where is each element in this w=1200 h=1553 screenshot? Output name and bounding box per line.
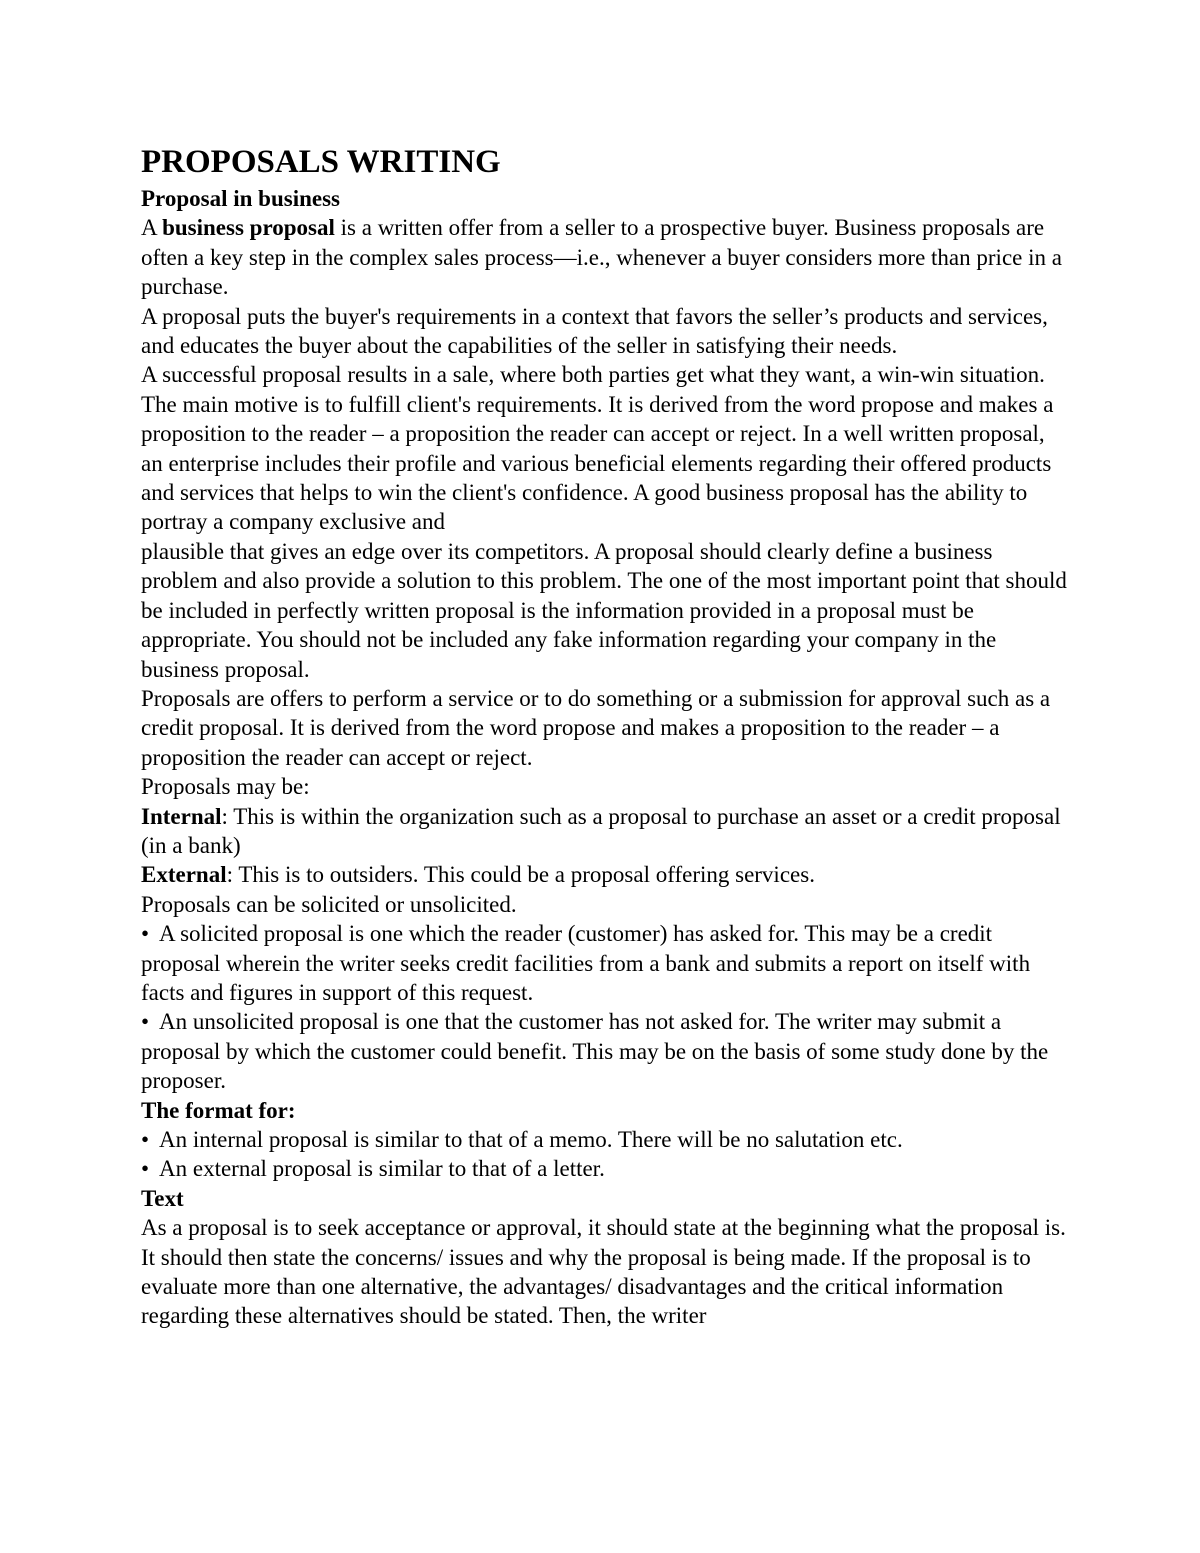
external-text: : This is to outsiders. This could be a proposal offering services. <box>226 862 815 888</box>
paragraph-successful-proposal: A successful proposal results in a sale, where both parties get what they want, a win-win situation. The main motive is to fulfill client's requirements. It is derived from the word propose and makes a proposition to the reader – a proposition the reader can accept or reject. In a well written proposal, an enterprise includes their profile and various beneficial elements regarding their offered products and services that helps to win the client's confidence. A good business proposal has the ability to portray a company exclusive and <box>141 362 1054 535</box>
bullet-text: An external proposal is similar to that of a letter. <box>159 1156 605 1182</box>
subheading-proposal-in-business: Proposal in business <box>141 186 340 211</box>
paragraph-business-proposal <box>141 213 1071 301</box>
document-page <box>141 140 1071 1331</box>
bullet-icon: • <box>141 1127 150 1152</box>
business-proposal-term: business proposal <box>162 215 335 241</box>
document-title: PROPOSALS WRITING <box>141 144 501 180</box>
bullet-icon: • <box>141 1156 150 1182</box>
paragraph-proposals-are-offers: Proposals are offers to perform a service or to do something or a submission for approval such as a credit proposal. It is derived from the word propose and makes a proposition to the reader – a proposition the reader can accept or reject. <box>141 685 1051 770</box>
bullet-unsolicited <box>141 1007 1071 1095</box>
bullet-external-format <box>141 1154 1071 1183</box>
internal-label: Internal <box>141 803 222 829</box>
paragraph-solicited-unsolicited: Proposals can be solicited or unsolicited. <box>141 891 517 917</box>
bullet-solicited <box>141 919 1071 1007</box>
format-heading: The format for: <box>141 1097 296 1123</box>
bullet-icon: • <box>141 1009 150 1035</box>
bullet-text: An unsolicited proposal is one that the customer has not asked for. The writer may submit a proposal by which the customer could benefit. This may be on the basis of some study done by the proposer. <box>141 1009 1049 1094</box>
bullet-text: A solicited proposal is one which the reader (customer) has asked for. This may be a credit proposal wherein the writer seeks credit facilities from a bank and submits a report on itself with facts and figures in support of this request. <box>141 921 1031 1005</box>
paragraph-external <box>141 860 1071 889</box>
p1-pre: A <box>141 215 163 241</box>
paragraph-buyer-requirements: A proposal puts the buyer's requirements in a context that favors the seller’s products and services, and educates the buyer about the capabilities of the seller in satisfying their needs. <box>141 303 1048 359</box>
paragraph-internal <box>141 802 1071 861</box>
bullet-icon: • <box>141 921 150 947</box>
paragraph-text-body: As a proposal is to seek acceptance or approval, it should state at the beginning what the proposal is. It should then state the concerns/ issues and why the proposal is being made. If the proposal is to evaluate more than one alternative, the advantages/ disadvantages and the critical information regarding these alternatives should be stated. Then, the writer <box>141 1215 1066 1329</box>
paragraph-plausible: plausible that gives an edge over its competitors. A proposal should clearly define a business problem and also provide a solution to this problem. The one of the most important point that should be included in perfectly written proposal is the information provided in a proposal must be appropriate. You should not be included any fake information regarding your company in the business proposal. <box>141 538 1067 682</box>
paragraph-proposals-may-be: Proposals may be: <box>141 774 310 800</box>
bullet-internal-format <box>141 1125 1071 1154</box>
internal-text: : This is within the organization such as a proposal to purchase an asset or a credit proposal (in a bank) <box>141 803 1061 858</box>
text-heading: Text <box>141 1185 184 1211</box>
bullet-text: An internal proposal is similar to that of a memo. There will be no salutation etc. <box>159 1127 903 1152</box>
p1-post: is a written offer from a seller to a prospective buyer. Business proposals are often a key step in the complex sales process—i.e., whenever a buyer considers more than price in a purchase. <box>141 215 1062 300</box>
external-label: External <box>141 862 227 888</box>
